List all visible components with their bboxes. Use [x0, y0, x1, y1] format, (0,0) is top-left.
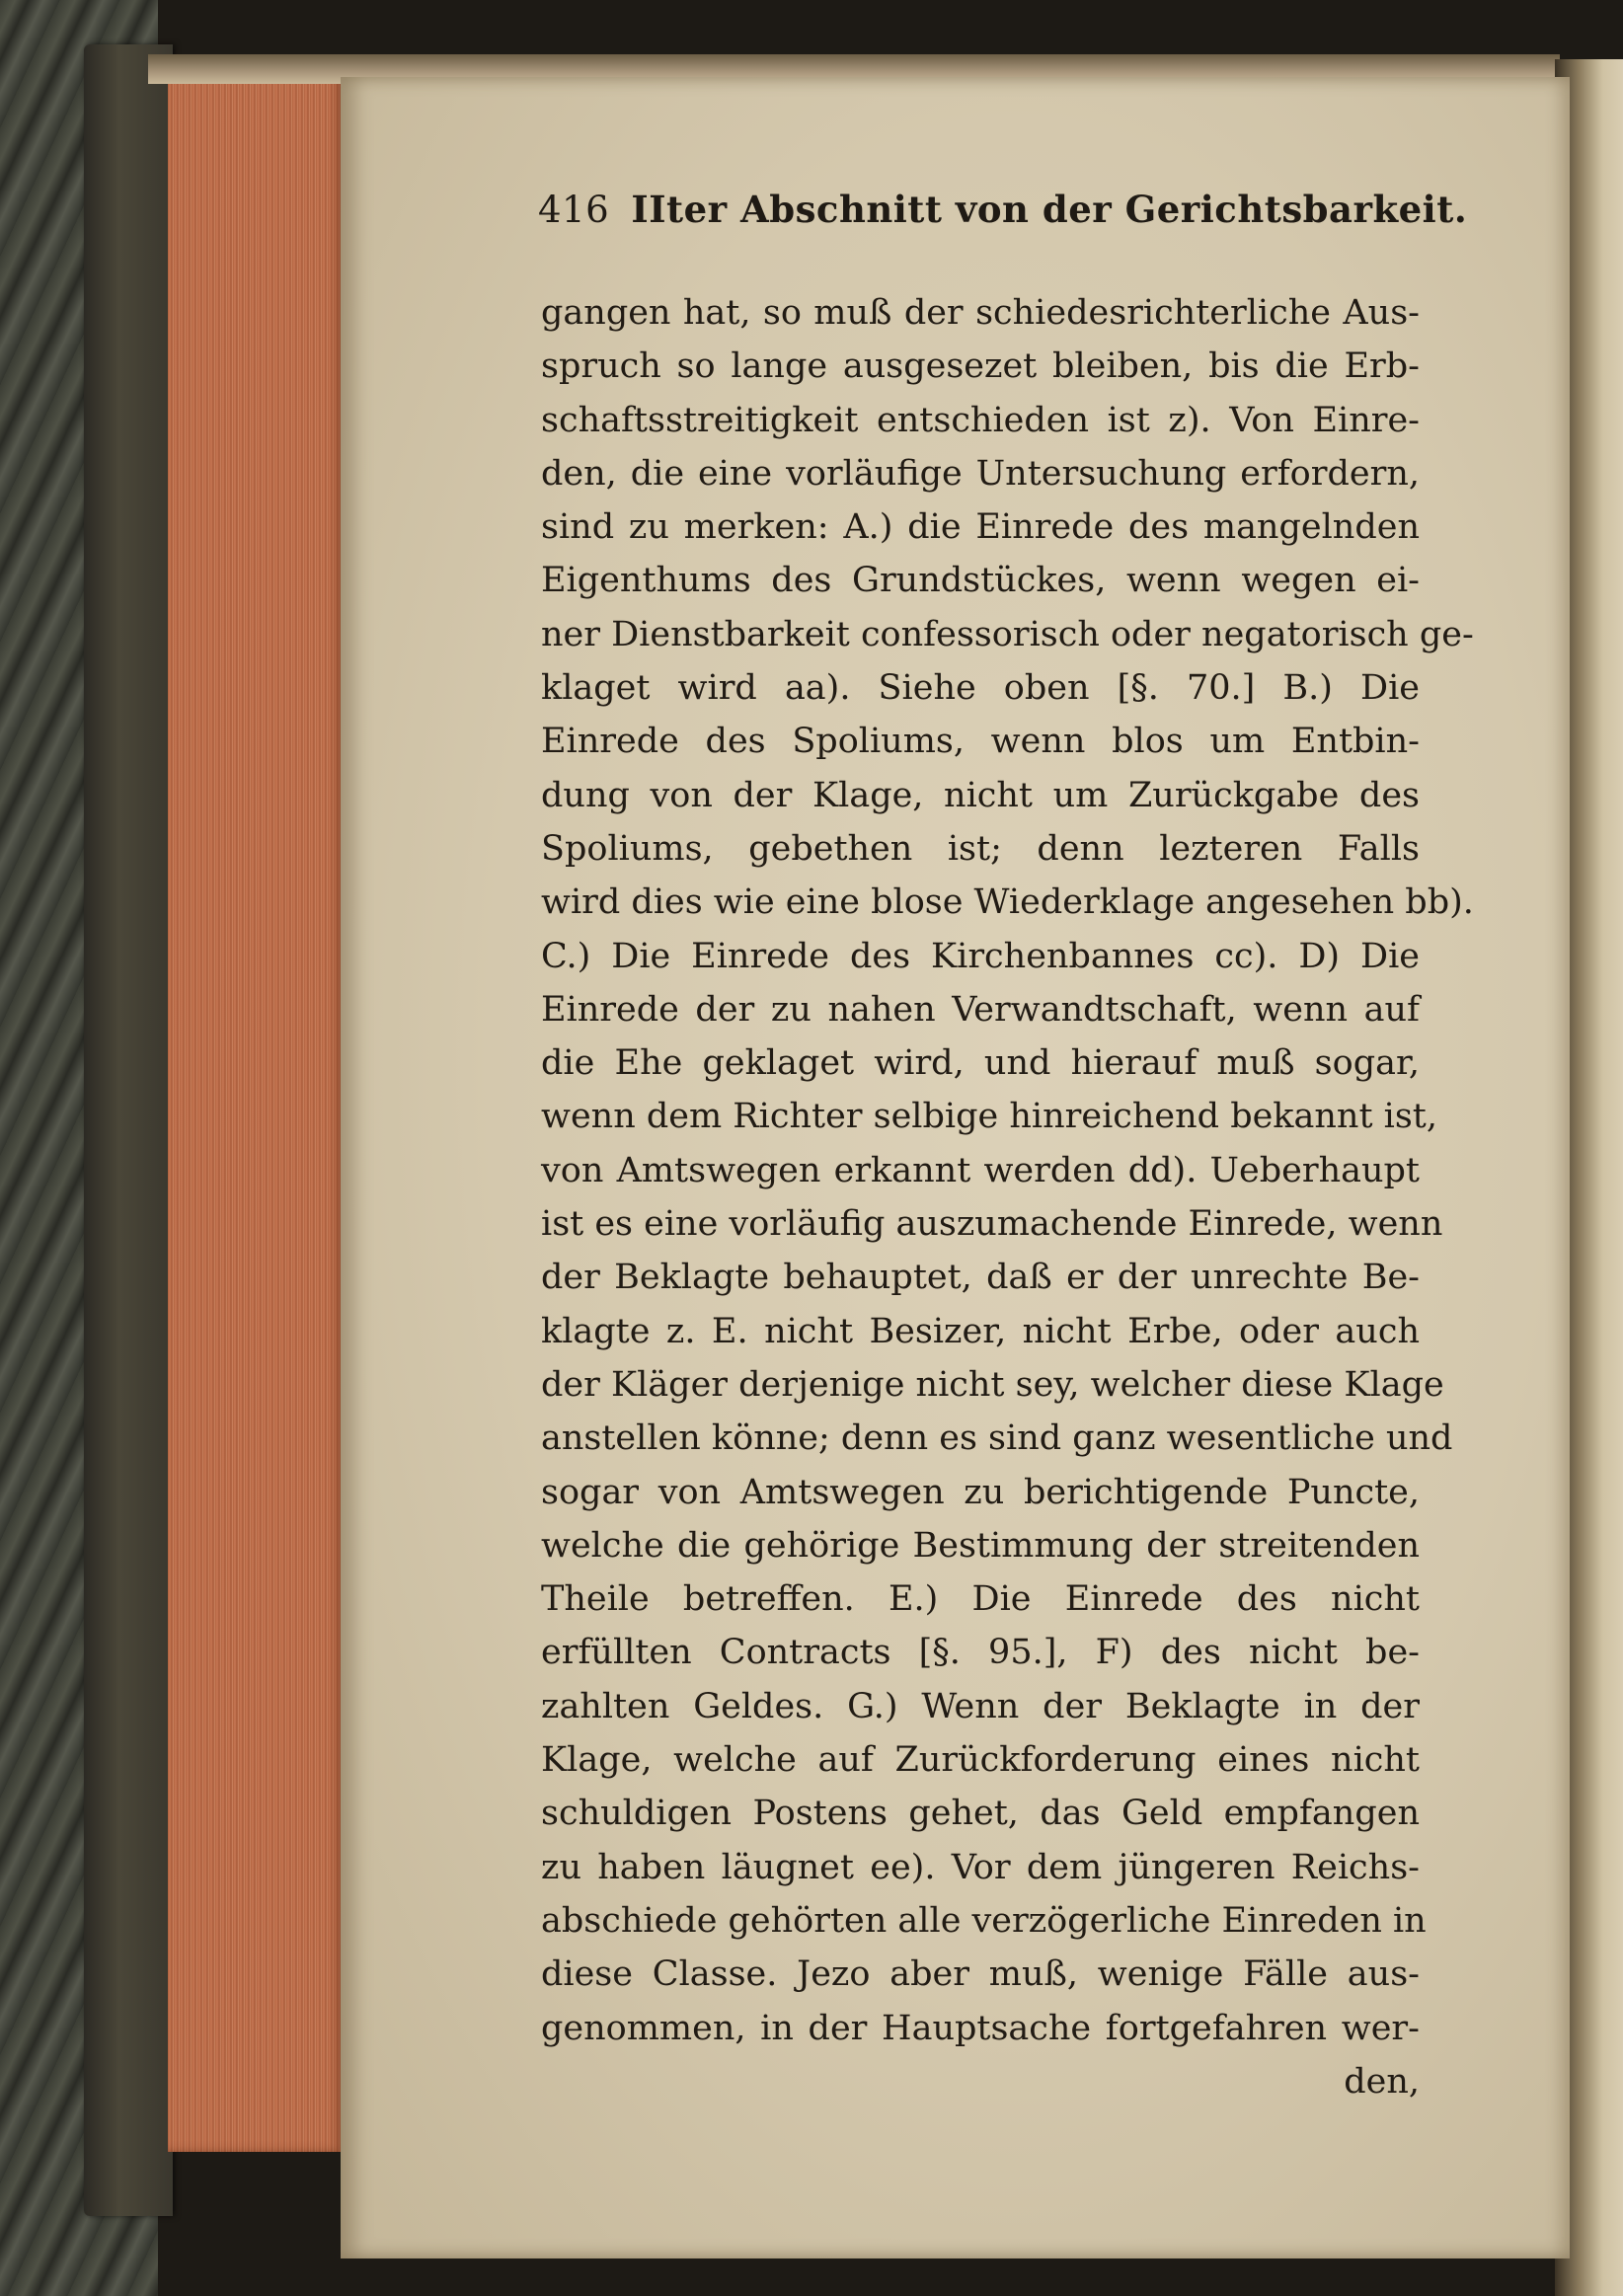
text-line: schaftsstreitigkeit entschieden ist z). Von Einre-: [541, 400, 1420, 440]
page-number: 416: [538, 189, 610, 231]
text-line: Einrede des Spoliums, wenn blos um Entbin-: [541, 722, 1420, 762]
page-edges: [168, 69, 346, 2152]
body-text: [541, 286, 1474, 2108]
text-line: sind zu merken: A.) die Einrede des mangelnden: [541, 507, 1420, 548]
catchword: den,: [1344, 2061, 1420, 2102]
text-line: diese Classe. Jezo aber muß, wenige Fälle aus-: [541, 1954, 1420, 1995]
text-line: Spoliums, gebethen ist; denn lezteren Falls: [541, 828, 1420, 869]
text-line: wird dies wie eine blose Wiederklage angesehen bb).: [541, 882, 1474, 923]
text-line: Eigenthums des Grundstückes, wenn wegen ei-: [541, 561, 1420, 601]
text-line: gangen hat, so muß der schiedesrichterliche Aus-: [541, 293, 1420, 333]
text-line: welche die gehörige Bestimmung der streitenden: [541, 1525, 1420, 1566]
text-line: ist es eine vorläufig auszumachende Einrede, wenn: [541, 1204, 1443, 1245]
text-line: dung von der Klage, nicht um Zurückgabe des: [541, 775, 1420, 815]
running-head: IIter Abschnitt von der Gerichtsbarkeit.: [631, 188, 1468, 231]
text-line: genommen, in der Hauptsache fortgefahren wer-: [541, 2008, 1420, 2048]
text-line: der Kläger derjenige nicht sey, welcher diese Klage: [541, 1364, 1444, 1405]
text-line: wenn dem Richter selbige hinreichend bekannt ist,: [541, 1097, 1438, 1137]
text-line: zu haben läugnet ee). Vor dem jüngeren Reichs-: [541, 1847, 1420, 1887]
text-line: Einrede der zu nahen Verwandtschaft, wenn auf: [541, 989, 1420, 1030]
text-line: abschiede gehörten alle verzögerliche Einreden in: [541, 1900, 1427, 1941]
text-line: C.) Die Einrede des Kirchenbannes cc). D) Die: [541, 936, 1420, 976]
text-line: klaget wird aa). Siehe oben [§. 70.] B.) Die: [541, 668, 1420, 709]
page-header: [538, 188, 1468, 231]
text-line: schuldigen Postens gehet, das Geld empfangen: [541, 1794, 1420, 1834]
text-line: der Beklagte behauptet, daß er der unrechte Be-: [541, 1258, 1420, 1298]
text-line: ner Dienstbarkeit confessorisch oder negatorisch ge-: [541, 614, 1474, 654]
text-line: den, die eine vorläufige Untersuchung erfordern,: [541, 453, 1420, 494]
text-line: sogar von Amtswegen zu berichtigende Puncte,: [541, 1472, 1420, 1512]
text-line: Klage, welche auf Zurückforderung eines nicht: [541, 1740, 1420, 1781]
book-cover: [84, 44, 173, 2216]
text-line: erfüllten Contracts [§. 95.], F) des nicht be-: [541, 1633, 1420, 1673]
text-line: klagte z. E. nicht Besizer, nicht Erbe, oder auch: [541, 1311, 1420, 1351]
text-line: die Ehe geklaget wird, und hierauf muß sogar,: [541, 1043, 1420, 1084]
text-line: Theile betreffen. E.) Die Einrede des nicht: [541, 1579, 1420, 1620]
text-line: anstellen könne; denn es sind ganz wesentliche und: [541, 1418, 1453, 1459]
text-line: spruch so lange ausgesezet bleiben, bis die Erb-: [541, 346, 1420, 387]
text-line: von Amtswegen erkannt werden dd). Ueberhaupt: [541, 1150, 1420, 1190]
text-line: zahlten Geldes. G.) Wenn der Beklagte in der: [541, 1686, 1420, 1726]
